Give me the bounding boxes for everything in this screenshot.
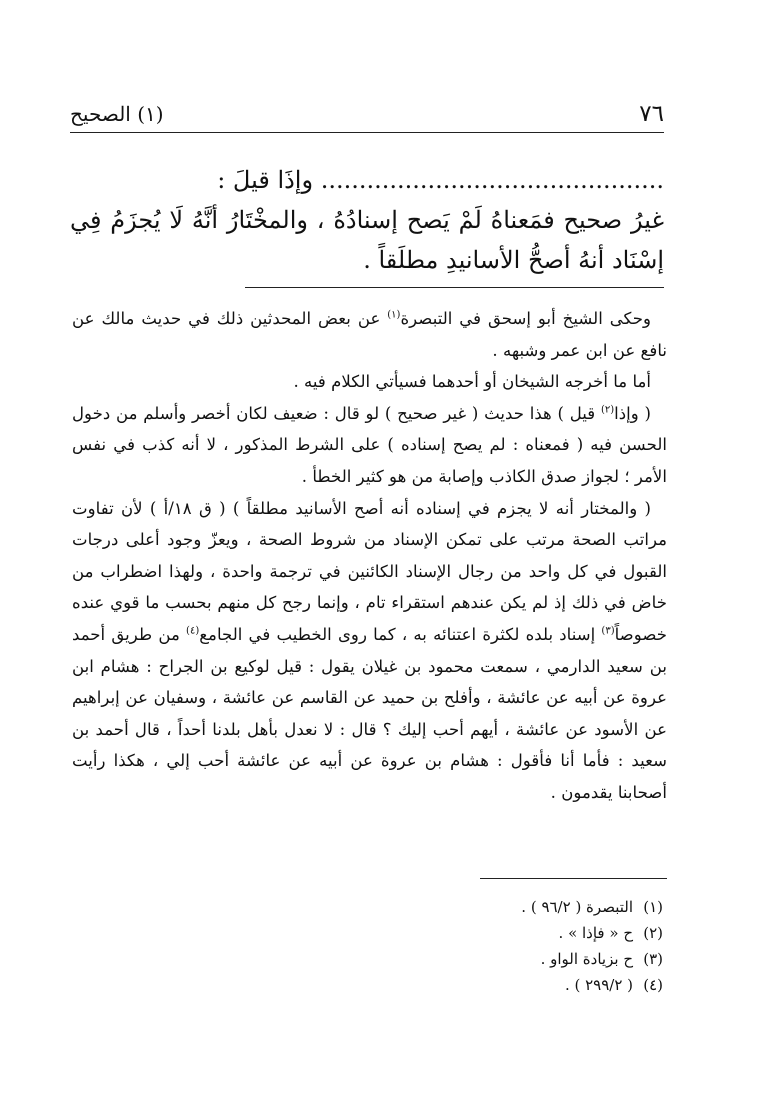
commentary-block [72, 303, 667, 809]
footnote-ref-1: (١) [387, 309, 401, 321]
commentary-text: ( والمختار أنه لا يجزم في إسناده أنه أصح الأسانيد مطلقاً ) ( ق ١٨/أ ) لأن تفاوت مراتب الصحة مرتب على تمكن الإسناد من شروط الصحة ، ويعزّ وجود أعلى درجات القبول في كل واحد من رجال الإسناد الكائنين في ترجمة واحدة ، ولهذا اضطراب من خاض في ذلك إذ لم يكن عندهم استقراء تام ، وإنما رجح كل منهم بحسب ما قوي عنده خصوصاً [72, 498, 667, 644]
footnote-number: (١) [643, 898, 663, 916]
footnotes-list [72, 894, 667, 998]
commentary-text: وحكى الشيخ أبو إسحق في التبصرة [400, 309, 651, 328]
footnote-number: (٣) [643, 950, 663, 968]
footnote-ref-4: (٤) [186, 625, 200, 637]
footnote-text: التبصرة ( ٩٦/٢ ) . [521, 898, 633, 916]
commentary-text: ( وإذا [614, 403, 651, 423]
footnote-number: (٤) [643, 976, 663, 994]
commentary-text: من طريق أحمد بن سعيد الدارمي ، سمعت محمود بن غيلان يقول : قيل لوكيع بن الجراح : هشام ابن عروة عن أبيه عن عائشة ، وأفلح بن حميد عن القاسم عن عائشة ، وسفيان عن إبراهيم عن الأسود عن عائشة ، أيهم أحب إليك ؟ قال : لا نعدل بأهل بلدنا أحداً ، قال أحمد بن سعيد : فأما أنا فأقول : هشام بن عروة عن أبيه عن عائشة أحب إلي ، هكذا رأيت أصحابنا يقدمون . [72, 624, 667, 802]
main-text-divider [245, 287, 664, 288]
footnote-ref-2: (٢) [600, 404, 615, 416]
footnote-divider [480, 878, 667, 879]
footnote-text: ح « فإذا » . [558, 924, 633, 942]
footnote-number: (٢) [643, 924, 663, 942]
footnote-item [72, 920, 667, 946]
footnote-item [72, 972, 667, 998]
footnote-item [72, 946, 667, 972]
commentary-text: قيل ) هذا حديث ( غير صحيح ) لو قال : ضعيف لكان أخصر وأسلم من دخول الحسن فيه ( فمعناه : لم يصح إسناده ) على الشرط المذكور ، لا أنه كذب في نفس الأمر ؛ لجواز صدق الكاذب وإصابة من هو كثير الخطأ . [72, 403, 667, 486]
commentary-paragraph-3 [72, 398, 667, 493]
commentary-paragraph-1 [72, 303, 667, 366]
footnote-text: ح بزيادة الواو . [540, 950, 633, 968]
page-header [70, 98, 664, 133]
commentary-text: عن بعض المحدثين ذلك في حديث مالك عن نافع عن ابن عمر وشبهه . [72, 309, 667, 360]
main-text-line-2: غيرُ صحيح فمَعناهُ لَمْ يَصح إسنادُهُ ، والمخْتَارُ أنَّهُ لَا يُجزَمُ فِي إسْنَاد أنهُ أصحُّ الأسانيدِ مطلَقاً . [70, 206, 664, 274]
page-number: ٧٦ [639, 101, 664, 127]
commentary-paragraph-4 [72, 493, 667, 809]
footnote-text: ( ٢٩٩/٢ ) . [564, 976, 633, 994]
footnote-item [72, 894, 667, 920]
main-text-line-1: ............................................. وإذَا قيلَ : [217, 166, 664, 194]
commentary-paragraph-2: أما ما أخرجه الشيخان أو أحدهما فسيأتي الكلام فيه . [293, 372, 651, 392]
commentary-text: إسناد بلده لكثرة اعتنائه به ، كما روى الخطيب في الجامع [199, 624, 602, 644]
footnote-ref-3: (٣) [601, 625, 615, 637]
running-title: (١) الصحيح [70, 102, 164, 126]
main-text-block [70, 160, 664, 280]
